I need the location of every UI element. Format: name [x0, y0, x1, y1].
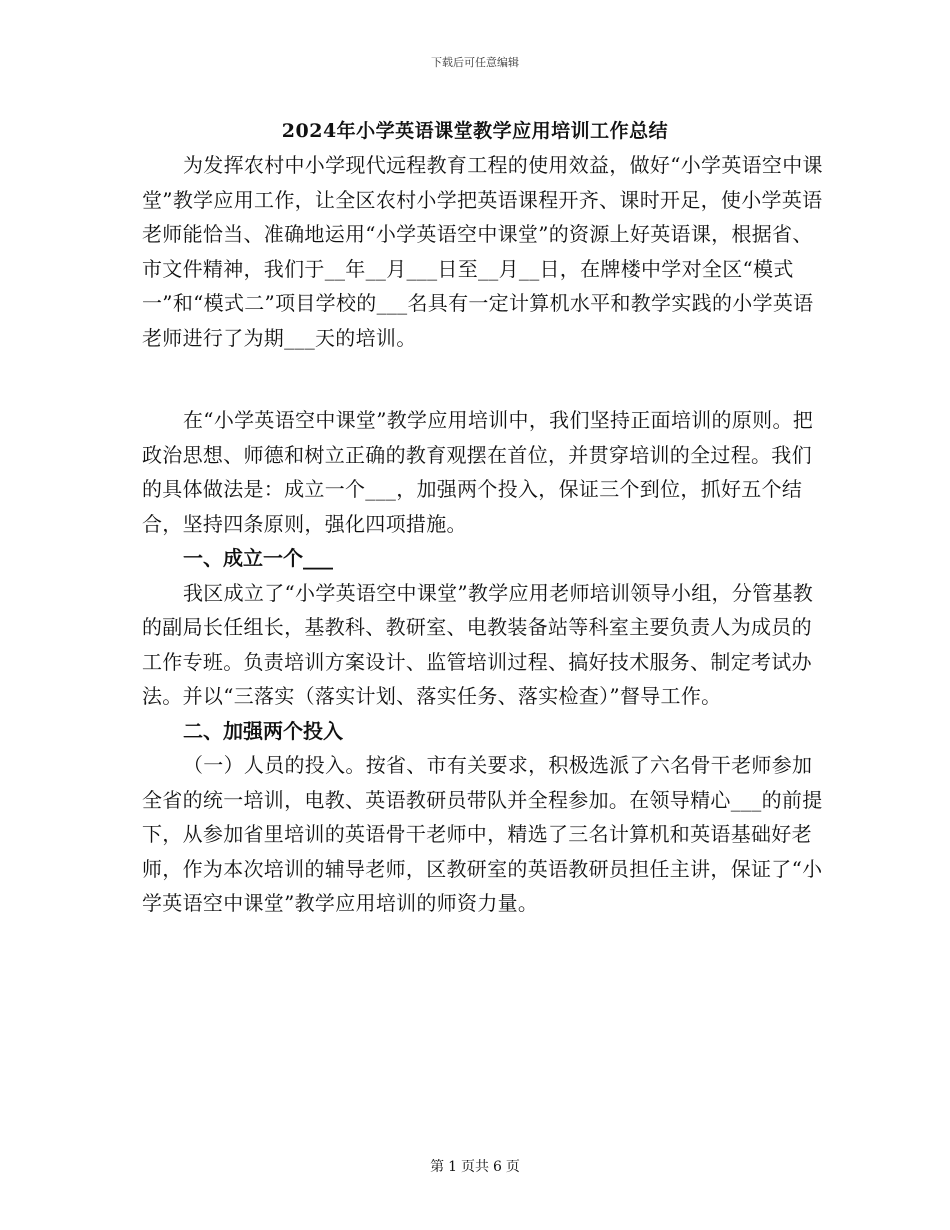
document-title: 2024年小学英语课堂教学应用培训工作总结 — [281, 120, 669, 142]
footer-page-label: 第 — [430, 1159, 445, 1175]
footer-page-suffix: 页 — [505, 1159, 520, 1175]
footer-page-number: 1 — [448, 1159, 457, 1175]
footer-total-pages: 6 — [493, 1159, 502, 1175]
page-footer — [0, 1156, 950, 1176]
document-body — [142, 148, 824, 921]
section-heading-2: 二、加强两个投入 — [183, 718, 343, 743]
paragraph-section-2: （一）人员的投入。按省、市有关要求，积极选派了六名骨干老师参加全省的统一培训，电教、英语教研员带队并全程参加。在领导精心___的前提下，从参加省里培训的英语骨干老师中，精选了三名计算机和英语基础好老师，作为本次培训的辅导老师，区教研室的英语教研员担任主讲，保证了“小学英语空中课堂”教学应用培训的师资力量。 — [142, 753, 823, 915]
section-heading-1: 一、成立一个___ — [183, 546, 333, 570]
paragraph-principles: 在“小学英语空中课堂”教学应用培训中，我们坚持正面培训的原则。把政治思想、师德和树立正确的教育观摆在首位，并贯穿培训的全过程。我们的具体做法是：成立一个___，加强两个投入，保证三个到位，抓好五个结合，坚持四条原则，强化四项措施。 — [142, 408, 814, 536]
paragraph-section-1: 我区成立了“小学英语空中课堂”教学应用老师培训领导小组，分管基教的副局长任组长，基教科、教研室、电教装备站等科室主要负责人为成员的工作专班。负责培训方案设计、监管培训过程、搞好技术服务、制定考试办法。并以“三落实（落实计划、落实任务、落实检查）”督导工作。 — [142, 580, 814, 708]
page-header: 下载后可任意编辑 — [431, 56, 519, 69]
paragraph-intro: 为发挥农村中小学现代远程教育工程的使用效益，做好“小学英语空中课堂”教学应用工作，让全区农村小学把英语课程开齐、课时开足，使小学英语老师能恰当、准确地运用“小学英语空中课堂”的资源上好英语课，根据省、市文件精神，我们于__年__月___日至__月__日，在牌楼中学对全区“模式一”和“模式二”项目学校的___名具有一定计算机水平和教学实践的小学英语老师进行了为期___天的培训。 — [142, 153, 823, 350]
footer-page-mid: 页共 — [461, 1159, 489, 1175]
paragraph-gap — [142, 355, 824, 403]
